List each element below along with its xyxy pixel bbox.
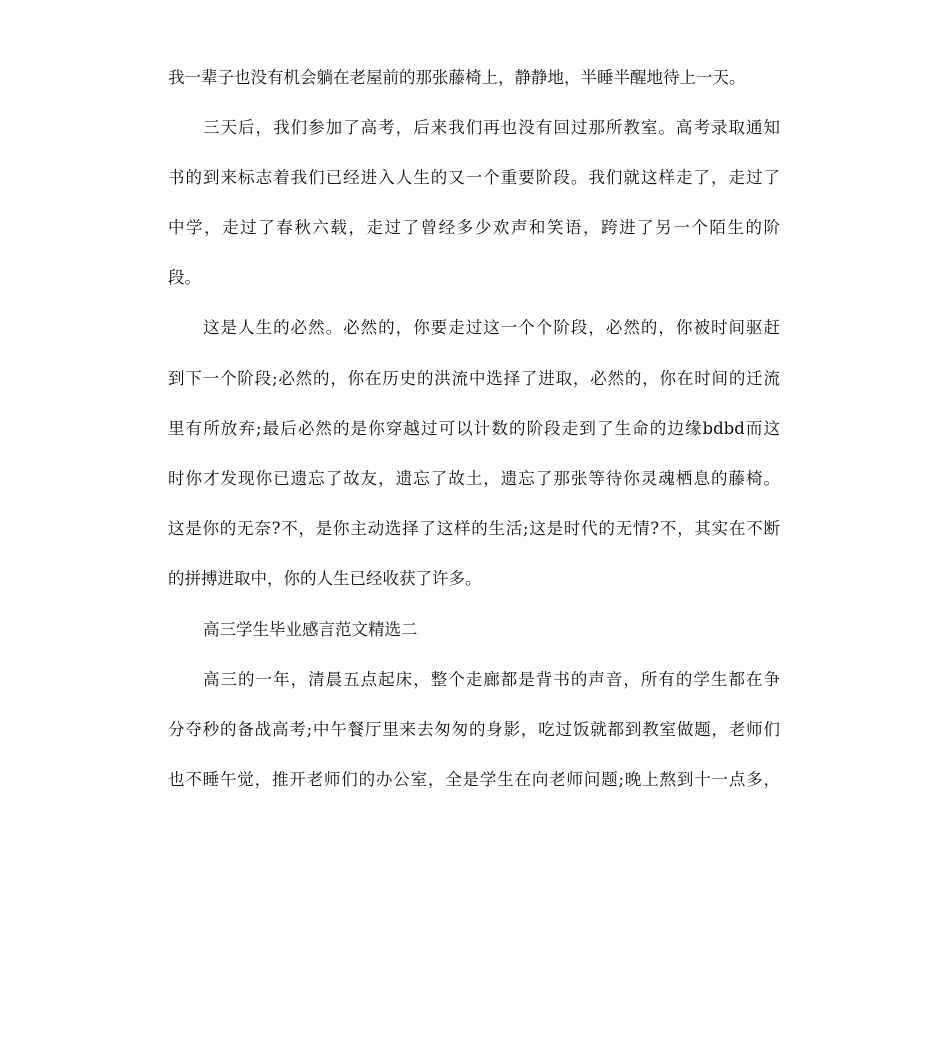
text-line-10: 这是你的无奈?不，是你主动选择了这样的生活;这是时代的无情?不，其实在不断 (168, 519, 780, 538)
text-line-15: 也不睡午觉，推开老师们的办公室，全是学生在向老师问题;晚上熬到十一点多， (168, 770, 780, 789)
text-line-6: 这是人生的必然。必然的，你要走过这一个个阶段，必然的，你被时间驱赶 (203, 318, 780, 337)
text-line-13: 高三的一年，清晨五点起床，整个走廊都是背书的声音，所有的学生都在争 (203, 670, 780, 689)
text-line-9: 时你才发现你已遗忘了故友，遗忘了故土，遗忘了那张等待你灵魂栖息的藤椅。 (168, 469, 780, 488)
text-line-11: 的拼搏进取中，你的人生已经收获了许多。 (168, 569, 482, 588)
text-line-2: 三天后，我们参加了高考，后来我们再也没有回过那所教室。高考录取通知 (203, 118, 780, 137)
text-line-5: 段。 (168, 268, 201, 287)
text-line-1: 我一辈子也没有机会躺在老屋前的那张藤椅上，静静地，半睡半醒地待上一天。 (168, 68, 746, 87)
text-line-3: 书的到来标志着我们已经进入人生的又一个重要阶段。我们就这样走了，走过了 (168, 168, 780, 187)
section-heading: 高三学生毕业感言范文精选二 (203, 620, 418, 639)
text-line-7: 到下一个阶段;必然的，你在历史的洪流中选择了进取，必然的，你在时间的迁流 (168, 369, 780, 388)
text-line-8: 里有所放弃;最后必然的是你穿越过可以计数的阶段走到了生命的边缘bdbd而这 (168, 419, 780, 438)
text-line-4: 中学，走过了春秋六载，走过了曾经多少欢声和笑语，跨进了另一个陌生的阶 (168, 218, 780, 237)
text-line-14: 分夺秒的备战高考;中午餐厅里来去匆匆的身影，吃过饭就都到教室做题，老师们 (168, 720, 780, 739)
